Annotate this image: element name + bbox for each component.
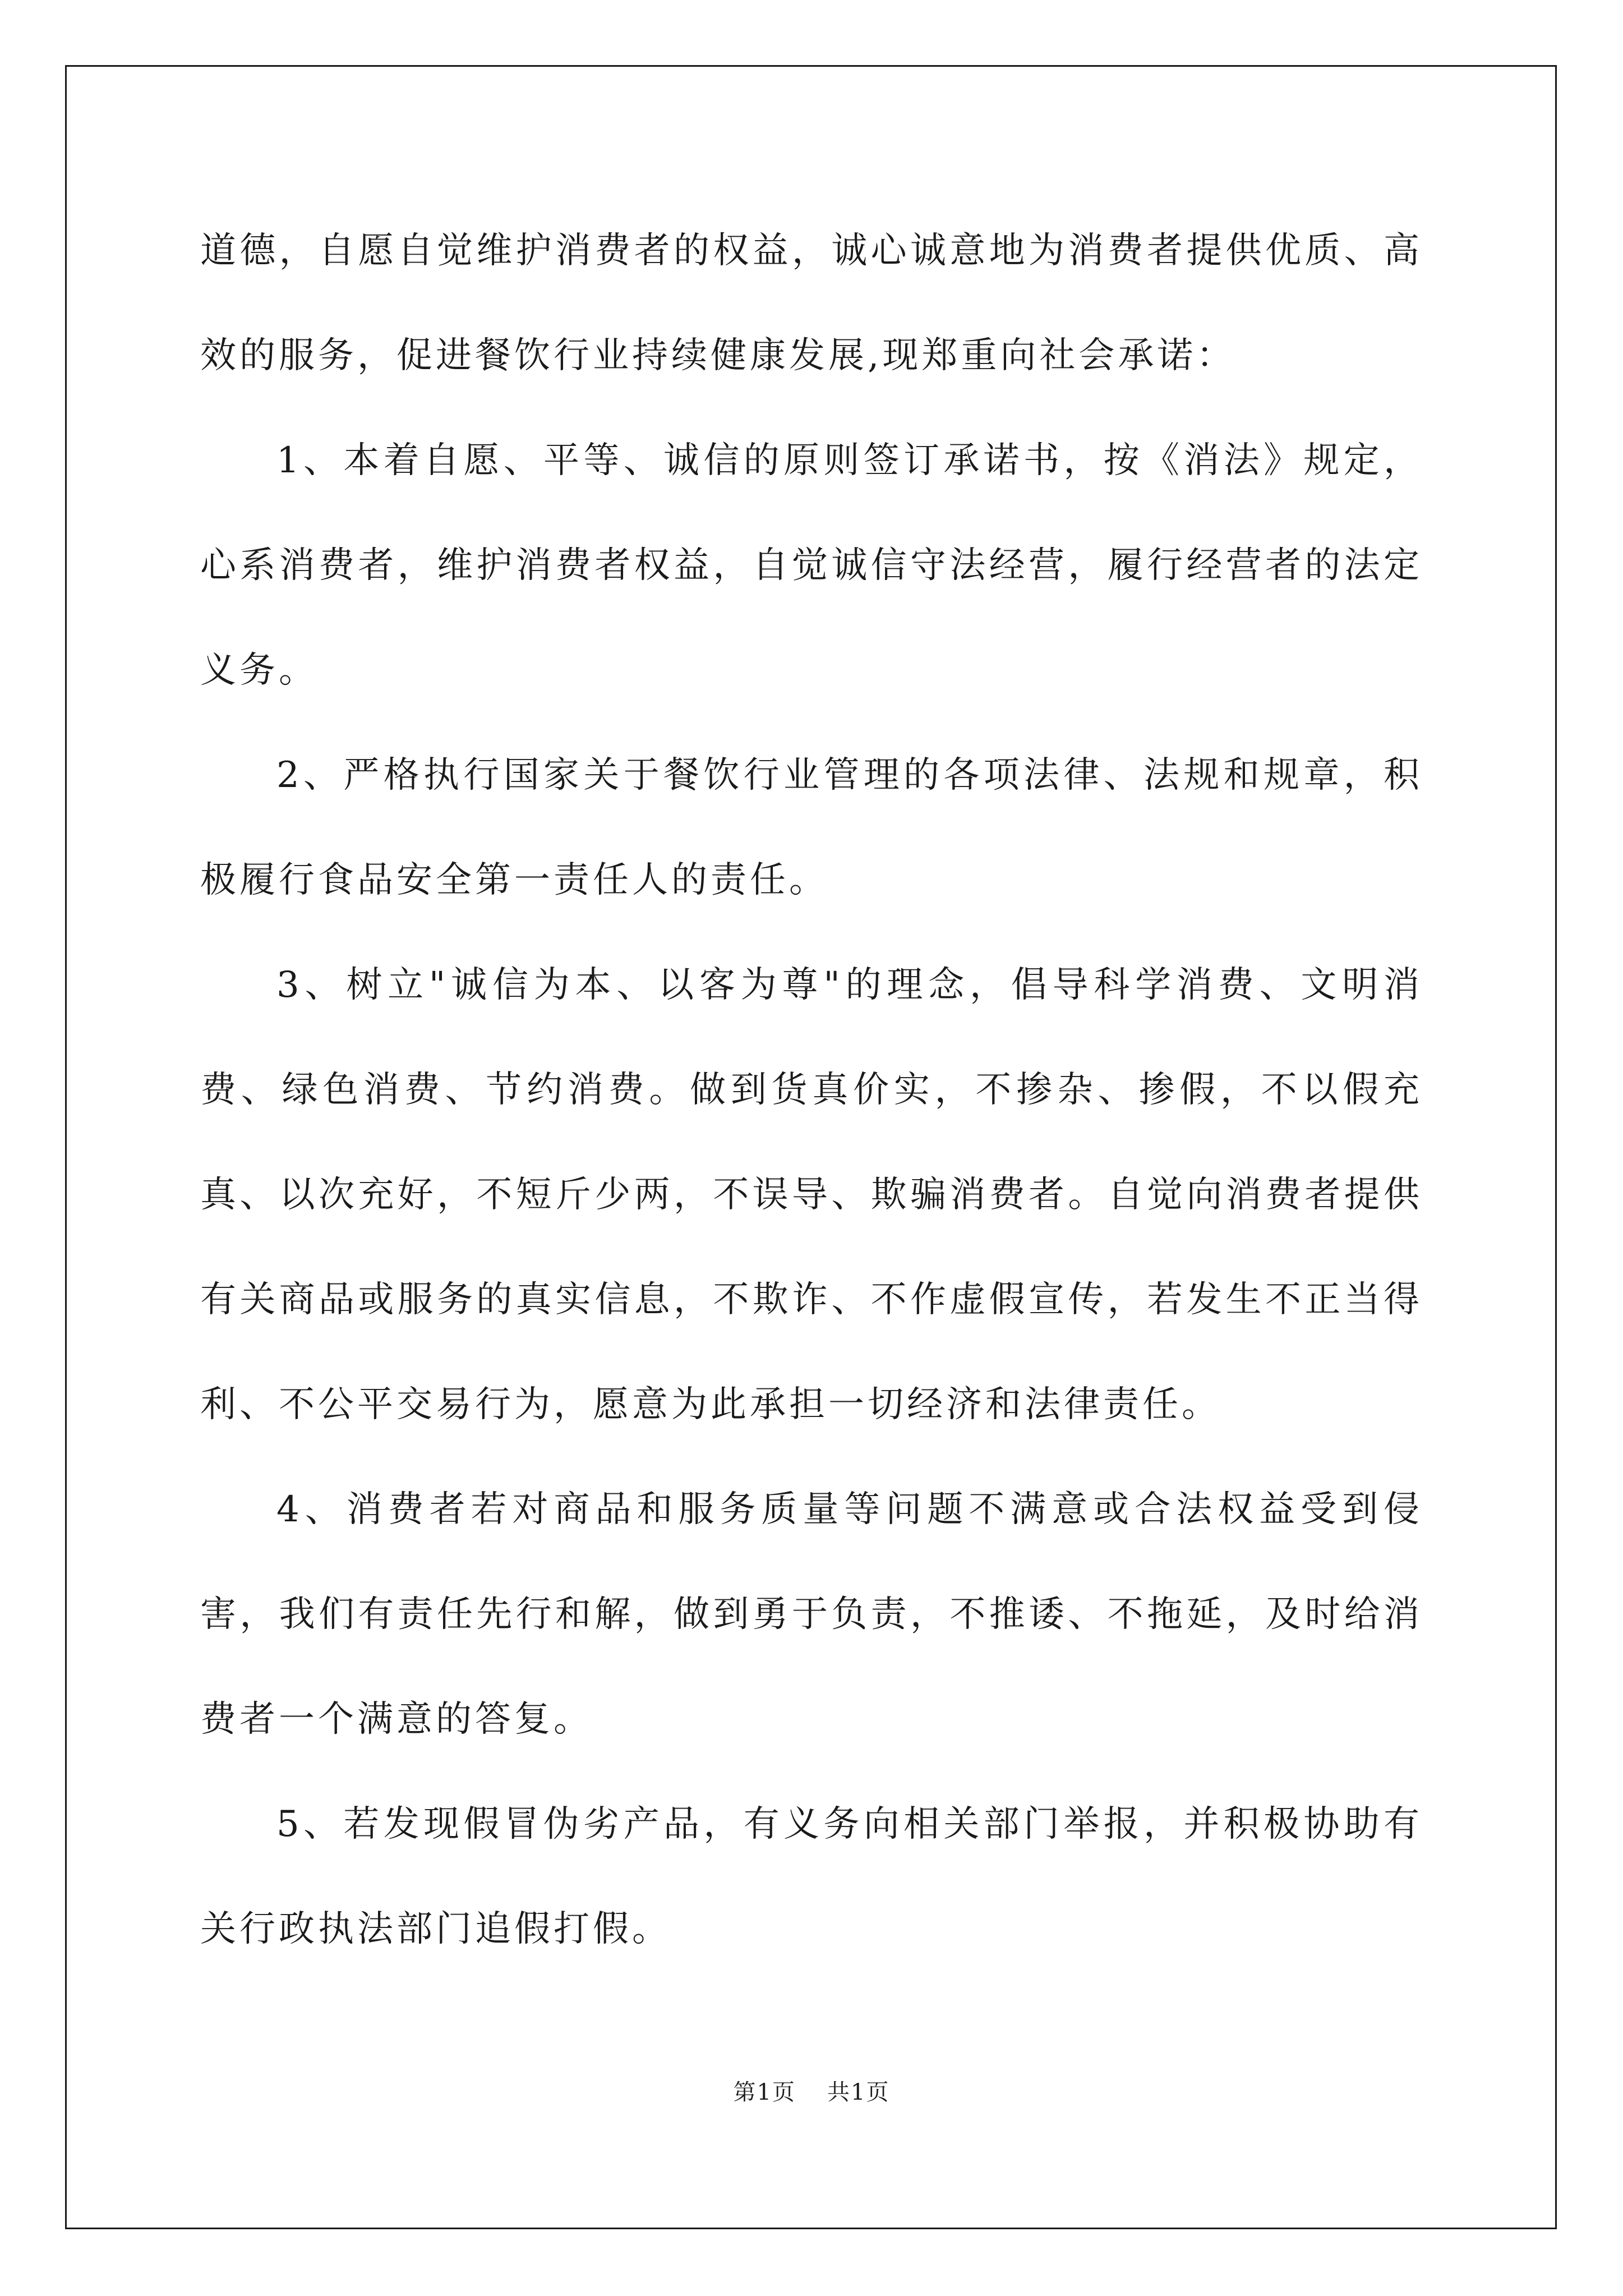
page-footer [0, 2076, 1623, 2109]
paragraph-item-2: 2、严格执行国家关于餐饮行业管理的各项法律、法规和规章，积极履行食品安全第一责任人的责任。 [200, 754, 1423, 901]
paragraph-item-1: 1、本着自愿、平等、诚信的原则签订承诺书，按《消法》规定，心系消费者，维护消费者权益，自觉诚信守法经营，履行经营者的法定义务。 [200, 440, 1423, 691]
page-number-total: 共1页 [827, 2079, 890, 2105]
document-body [200, 199, 1423, 1982]
page-number-current: 第1页 [733, 2079, 796, 2105]
paragraph-item-4: 4、消费者若对商品和服务质量等问题不满意或合法权益受到侵害，我们有责任先行和解，做到勇于负责，不推诿、不拖延，及时给消费者一个满意的答复。 [200, 1489, 1423, 1740]
paragraph-item-5: 5、若发现假冒伪劣产品，有义务向相关部门举报，并积极协助有关行政执法部门追假打假。 [200, 1803, 1423, 1950]
paragraph-intro: 道德，自愿自觉维护消费者的权益，诚心诚意地为消费者提供优质、高效的服务，促进餐饮行业持续健康发展,现郑重向社会承诺： [200, 230, 1423, 376]
paragraph-item-3: 3、树立"诚信为本、以客为尊"的理念，倡导科学消费、文明消费、绿色消费、节约消费。做到货真价实，不掺杂、掺假，不以假充真、以次充好，不短斤少两，不误导、欺骗消费者。自觉向消费者提供有关商品或服务的真实信息，不欺诈、不作虚假宣传，若发生不正当得利、不公平交易行为，愿意为此承担一切经济和法律责任。 [200, 964, 1423, 1425]
